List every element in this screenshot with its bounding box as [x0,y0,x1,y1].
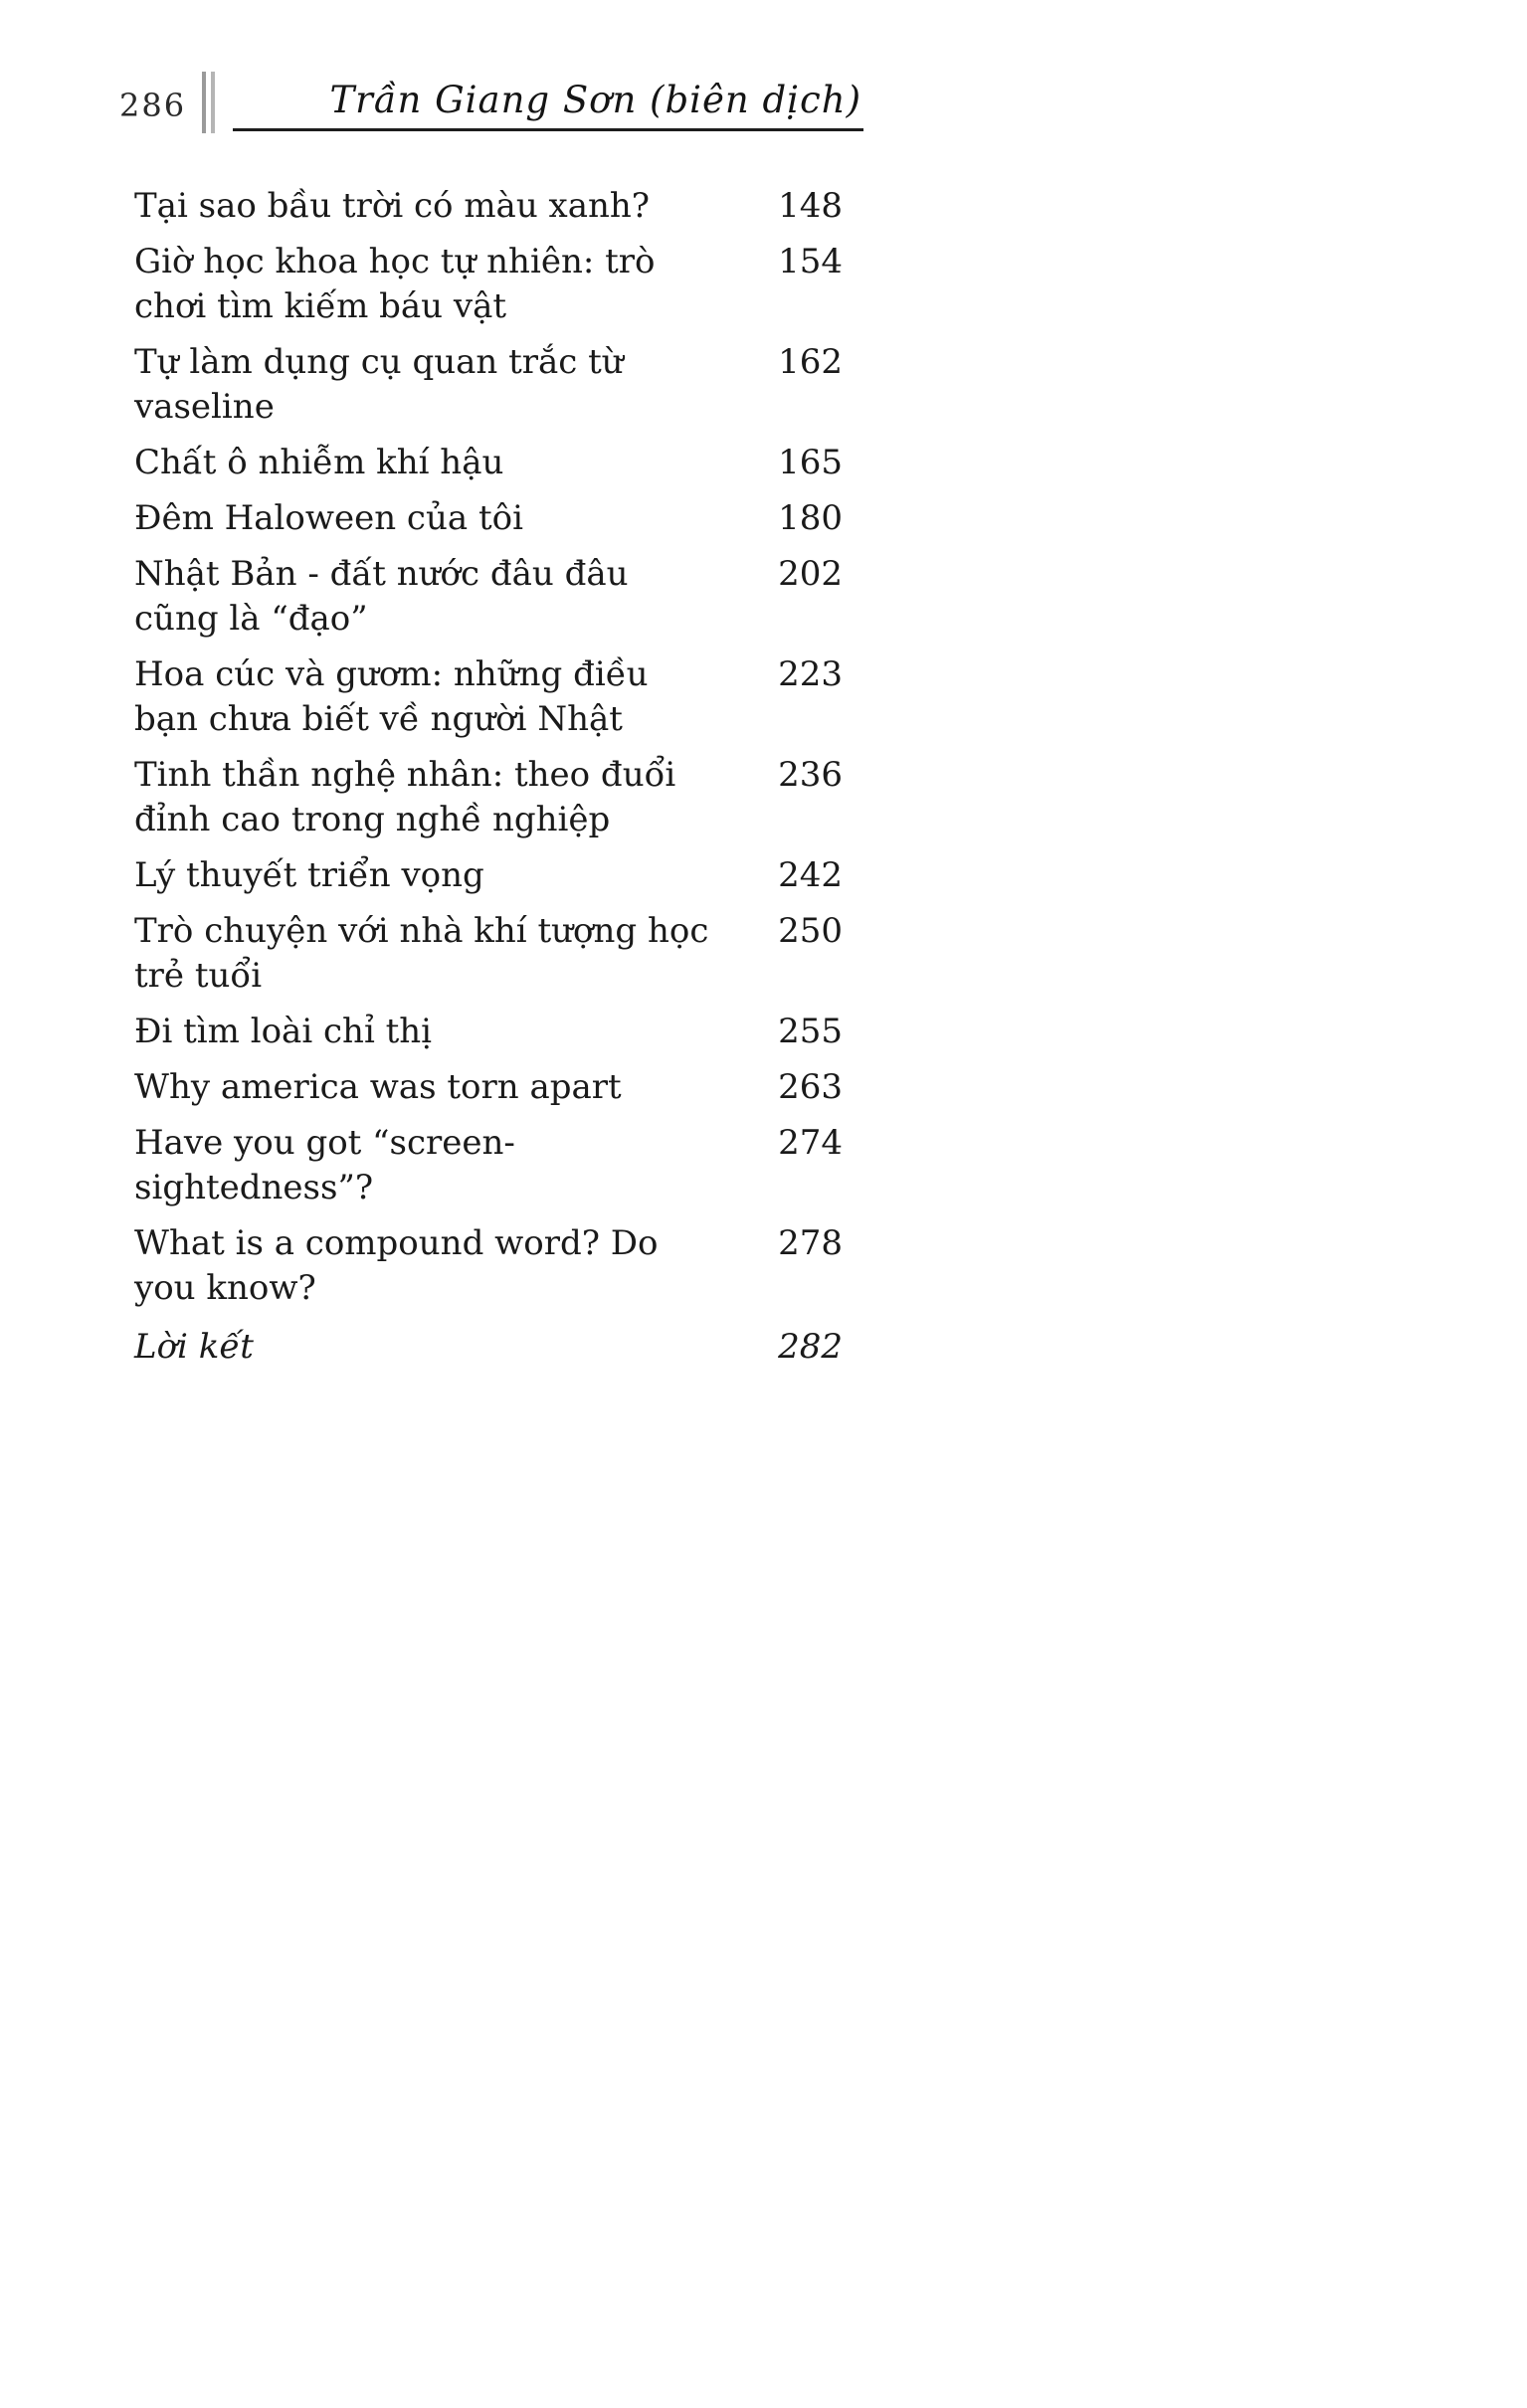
toc-entry-title: Tinh thần nghệ nhân: theo đuổi đỉnh cao trong nghề nghiệp [134,755,676,839]
toc-entry [134,753,843,842]
header-rule [233,128,863,131]
toc-entry-title: Giờ học khoa học tự nhiên: trò chơi tìm kiếm báu vật [134,242,656,326]
toc-entry-title: Have you got “screen-sightedness”? [134,1123,515,1207]
toc-entry [134,652,843,742]
toc-entry [134,240,843,329]
toc-entry [134,1325,843,1370]
toc-entry [134,552,843,642]
toc-entry-title: Đêm Haloween của tôi [134,498,523,538]
page-header [119,72,863,131]
toc-entry-title: Tự làm dụng cụ quan trắc từ vaseline [134,342,624,427]
toc-entry-page: 154 [778,242,843,281]
toc-entry-page: 255 [778,1012,843,1051]
toc-entry [134,496,843,541]
toc-entry-title: Lý thuyết triển vọng [134,855,484,895]
toc-entry [134,184,843,229]
toc-entry-title: Tại sao bầu trời có màu xanh? [134,186,651,226]
divider-bar [211,72,215,133]
toc-entry-title: Nhật Bản - đất nước đâu đâu cũng là “đạo” [134,554,629,639]
toc-entry [134,1065,843,1110]
toc-entry-page: 274 [778,1123,843,1163]
toc-entry-page: 282 [778,1327,843,1367]
toc-entry-page: 278 [778,1223,843,1263]
toc-entry-page: 165 [778,443,843,482]
toc-entry-page: 202 [778,554,843,594]
toc-entry-title: What is a compound word? Do you know? [134,1223,659,1308]
toc-entry-page: 148 [778,186,843,226]
table-of-contents [134,184,843,1381]
toc-entry-page: 263 [778,1067,843,1107]
toc-entry-page: 236 [778,755,843,795]
toc-entry-title: Hoa cúc và gươm: những điều bạn chưa biết về người Nhật [134,654,649,739]
toc-entry [134,441,843,485]
toc-entry [134,1121,843,1210]
toc-entry-page: 242 [778,855,843,895]
toc-entry [134,909,843,999]
header-divider-bars [202,72,215,133]
toc-entry-page: 162 [778,342,843,382]
toc-entry-page: 180 [778,498,843,538]
toc-entry-page: 223 [778,654,843,694]
toc-entry [134,853,843,898]
toc-entry [134,1010,843,1054]
toc-entry [134,340,843,430]
toc-entry-title: Trò chuyện với nhà khí tượng học trẻ tuổi [134,911,709,996]
folio-page-number: 286 [119,87,187,124]
toc-entry [134,1221,843,1311]
divider-bar [202,72,206,133]
toc-entry-title: Lời kết [134,1327,254,1367]
toc-entry-title: Why america was torn apart [134,1067,622,1107]
running-title: Trần Giang Sơn (biên dịch) [329,79,861,122]
toc-entry-page: 250 [778,911,843,951]
header-right-block [233,81,863,131]
toc-entry-title: Đi tìm loài chỉ thị [134,1012,433,1051]
toc-entry-title: Chất ô nhiễm khí hậu [134,443,504,482]
